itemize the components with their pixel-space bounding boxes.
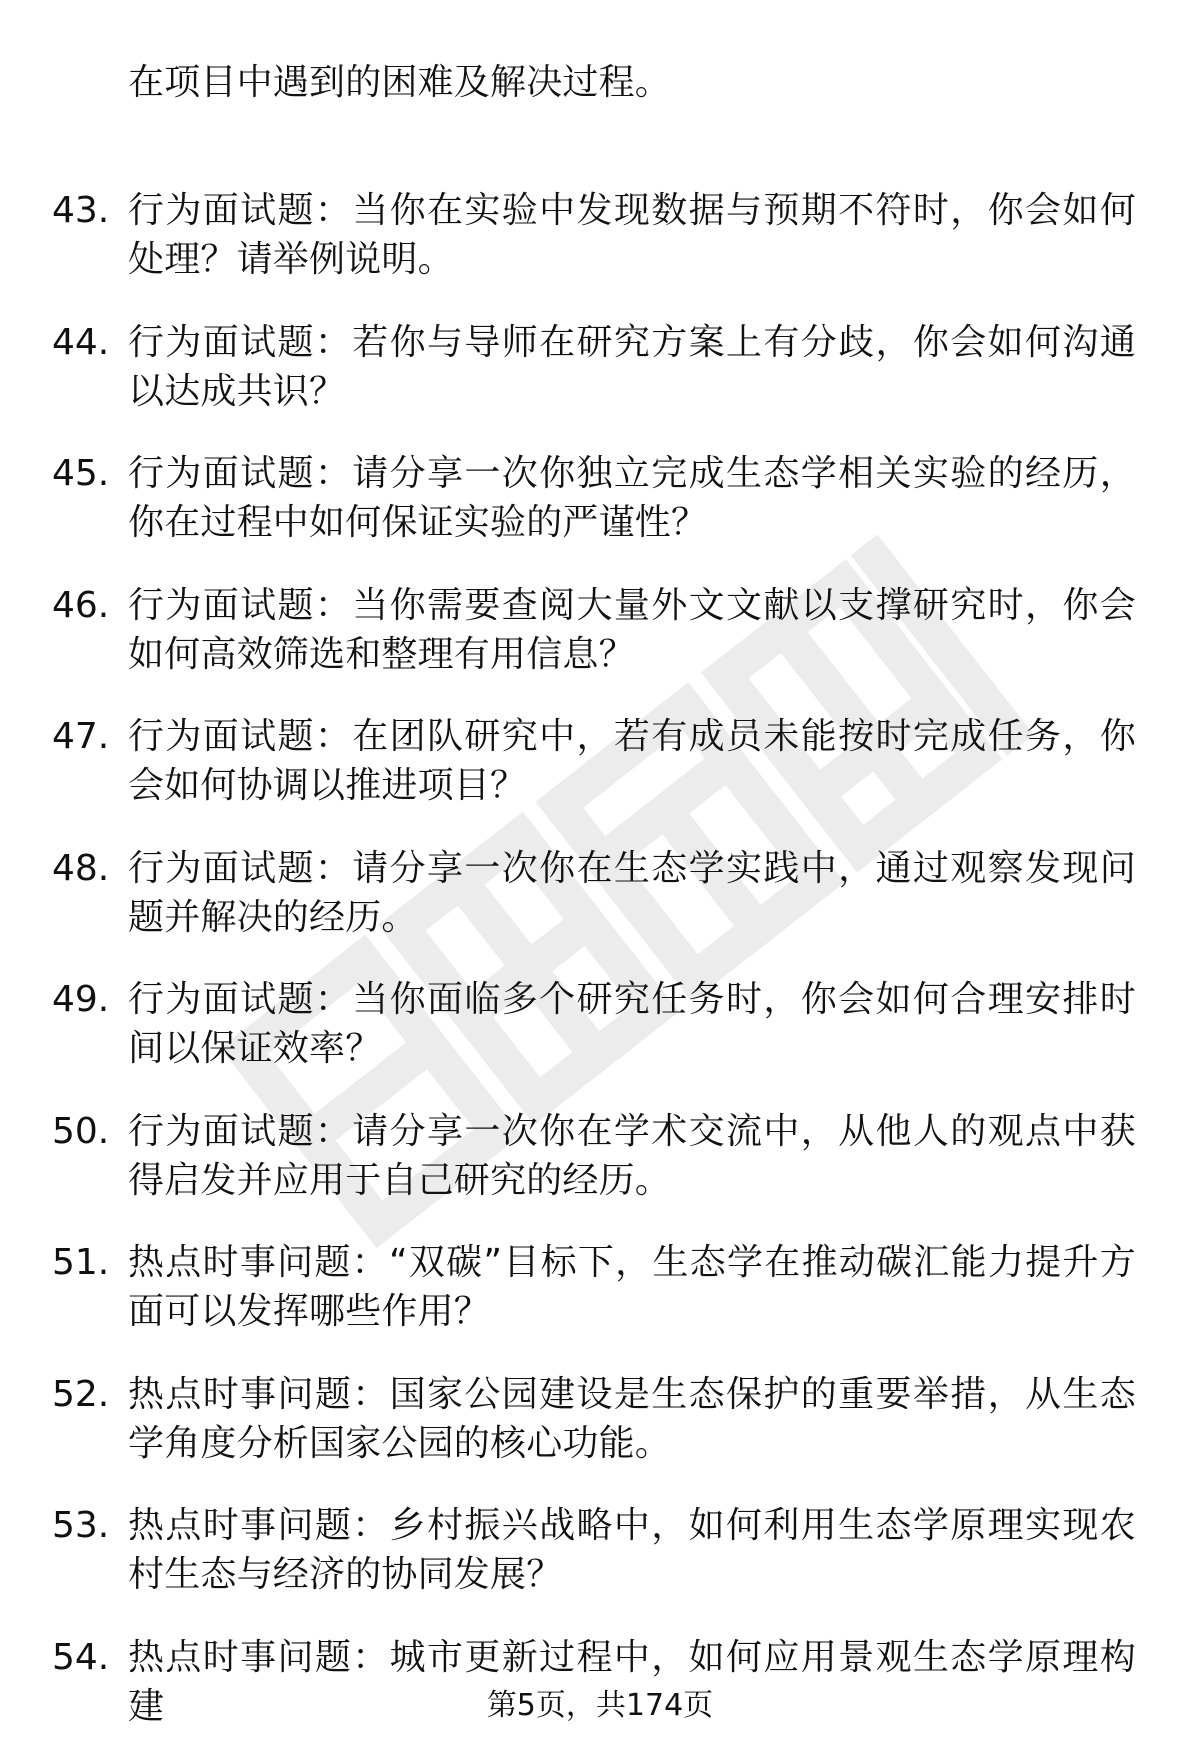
question-list	[0, 58, 1200, 1764]
question-text: 行为面试题：请分享一次你在生态学实践中，通过观察发现问题并解决的经历。	[128, 844, 1136, 942]
question-number: 47.	[52, 712, 109, 762]
question-number: 48.	[52, 844, 109, 894]
question-number: 51.	[52, 1238, 109, 1288]
question-text: 行为面试题：请分享一次你独立完成生态学相关实验的经历，你在过程中如何保证实验的严谨性？	[128, 449, 1136, 547]
question-number: 43.	[52, 186, 109, 236]
question-number: 46.	[52, 581, 109, 631]
list-item	[0, 318, 1200, 450]
question-text: 热点时事问题：乡村振兴战略中，如何利用生态学原理实现农村生态与经济的协同发展？	[128, 1501, 1136, 1599]
question-text: 热点时事问题：国家公园建设是生态保护的重要举措，从生态学角度分析国家公园的核心功能。	[128, 1370, 1136, 1468]
question-text: 行为面试题：请分享一次你在学术交流中，从他人的观点中获得启发并应用于自己研究的经历。	[128, 1107, 1136, 1205]
question-number: 52.	[52, 1370, 109, 1420]
list-item	[0, 449, 1200, 581]
question-number: 49.	[52, 975, 109, 1025]
list-item	[0, 844, 1200, 976]
question-text: 在项目中遇到的困难及解决过程。	[128, 58, 1136, 107]
question-text: 行为面试题：在团队研究中，若有成员未能按时完成任务，你会如何协调以推进项目？	[128, 712, 1136, 810]
question-text: 行为面试题：当你需要查阅大量外文文献以支撑研究时，你会如何高效筛选和整理有用信息？	[128, 581, 1136, 679]
question-number: 44.	[52, 318, 109, 368]
list-item	[0, 975, 1200, 1107]
list-item	[0, 1238, 1200, 1370]
question-number: 53.	[52, 1501, 109, 1551]
list-item	[0, 712, 1200, 844]
page-footer: 第5页，共174页	[0, 1686, 1200, 1726]
list-item	[0, 1501, 1200, 1633]
question-text: 行为面试题：若你与导师在研究方案上有分歧，你会如何沟通以达成共识？	[128, 318, 1136, 416]
list-item	[0, 1107, 1200, 1239]
question-text: 热点时事问题：城市更新过程中，如何应用景观生态学原理构建	[128, 1633, 1136, 1731]
list-item	[0, 581, 1200, 713]
question-text: 行为面试题：当你面临多个研究任务时，你会如何合理安排时间以保证效率？	[128, 975, 1136, 1073]
list-item	[0, 1370, 1200, 1502]
question-number: 50.	[52, 1107, 109, 1157]
question-text: 行为面试题：当你在实验中发现数据与预期不符时，你会如何处理？请举例说明。	[128, 186, 1136, 284]
question-number: 54.	[52, 1633, 109, 1683]
list-item-continuation	[0, 58, 1200, 186]
list-item	[0, 186, 1200, 318]
question-number: 45.	[52, 449, 109, 499]
question-text: 热点时事问题：“双碳”目标下，生态学在推动碳汇能力提升方面可以发挥哪些作用？	[128, 1238, 1136, 1336]
